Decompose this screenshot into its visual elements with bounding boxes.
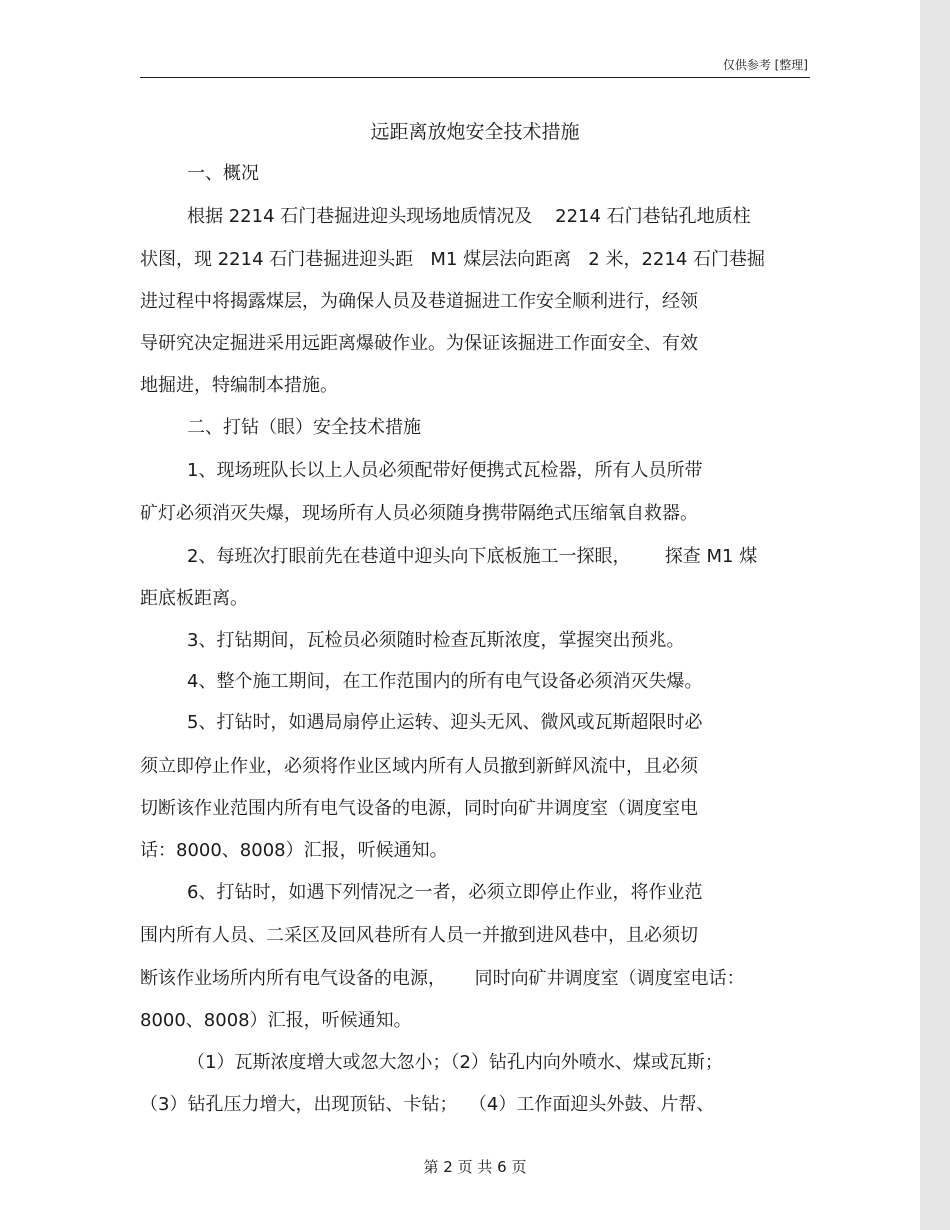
paragraph-line: 话：8000、8008）汇报，听候通知。 <box>140 840 448 861</box>
paragraph-line: 距底板距离。 <box>140 588 248 609</box>
paragraph-line: 围内所有人员、二采区及回风巷所有人员一并撤到进风巷中，且必须切 <box>140 925 698 946</box>
paragraph-line: 矿灯必须消灭失爆，现场所有人员必须随身携带隔绝式压缩氧自救器。 <box>140 503 698 524</box>
paragraph-line: 切断该作业范围内所有电气设备的电源，同时向矿井调度室（调度室电 <box>140 798 698 819</box>
document-title: 远距离放炮安全技术措施 <box>370 121 580 143</box>
paragraph-line: 6、打钻时，如遇下列情况之一者，必须立即停止作业，将作业范 <box>187 882 703 903</box>
paragraph-line: 进过程中将揭露煤层，为确保人员及巷道掘进工作安全顺利进行，经领 <box>140 291 698 312</box>
paragraph-line: 根据 2214 石门巷掘进迎头现场地质情况及 2214 石门巷钻孔地质柱 <box>187 206 751 227</box>
paragraph-line: 地掘进，特编制本措施。 <box>140 375 338 396</box>
paragraph-line: （3）钻孔压力增大，出现顶钻、卡钻； （4）工作面迎头外鼓、片帮、 <box>140 1094 715 1115</box>
header-divider <box>140 77 810 78</box>
paragraph-line: （1）瓦斯浓度增大或忽大忽小；（2）钻孔内向外喷水、煤或瓦斯； <box>187 1052 723 1073</box>
paragraph-line: 3、打钻期间，瓦检员必须随时检查瓦斯浓度，掌握突出预兆。 <box>187 630 685 651</box>
paragraph-line: 状图，现 2214 石门巷掘进迎头距 M1 煤层法向距离 2 米，2214 石门巷掘 <box>140 249 765 270</box>
paragraph-line: 8000、8008）汇报，听候通知。 <box>140 1010 412 1031</box>
header-note: 仅供参考 [整理] <box>722 58 808 72</box>
section-heading: 二、打钻（眼）安全技术措施 <box>187 417 421 438</box>
paragraph-line: 4、整个施工期间，在工作范围内的所有电气设备必须消灭失爆。 <box>187 671 703 692</box>
paragraph-line: 2、每班次打眼前先在巷道中迎头向下底板施工一探眼， 探查 M1 煤 <box>187 546 758 567</box>
paragraph-line: 5、打钻时，如遇局扇停止运转、迎头无风、微风或瓦斯超限时必 <box>187 712 703 733</box>
page-edge-shadow <box>920 0 950 1230</box>
paragraph-line: 导研究决定掘进采用远距离爆破作业。为保证该掘进工作面安全、有效 <box>140 333 698 354</box>
paragraph-line: 须立即停止作业，必须将作业区域内所有人员撤到新鲜风流中，且必须 <box>140 756 698 777</box>
section-heading: 一、概况 <box>187 163 259 184</box>
paragraph-line: 断该作业场所内所有电气设备的电源， 同时向矿井调度室（调度室电话： <box>140 968 745 989</box>
paragraph-line: 1、现场班队长以上人员必须配带好便携式瓦检器，所有人员所带 <box>187 460 703 481</box>
page-number: 第 2 页 共 6 页 <box>423 1158 527 1176</box>
